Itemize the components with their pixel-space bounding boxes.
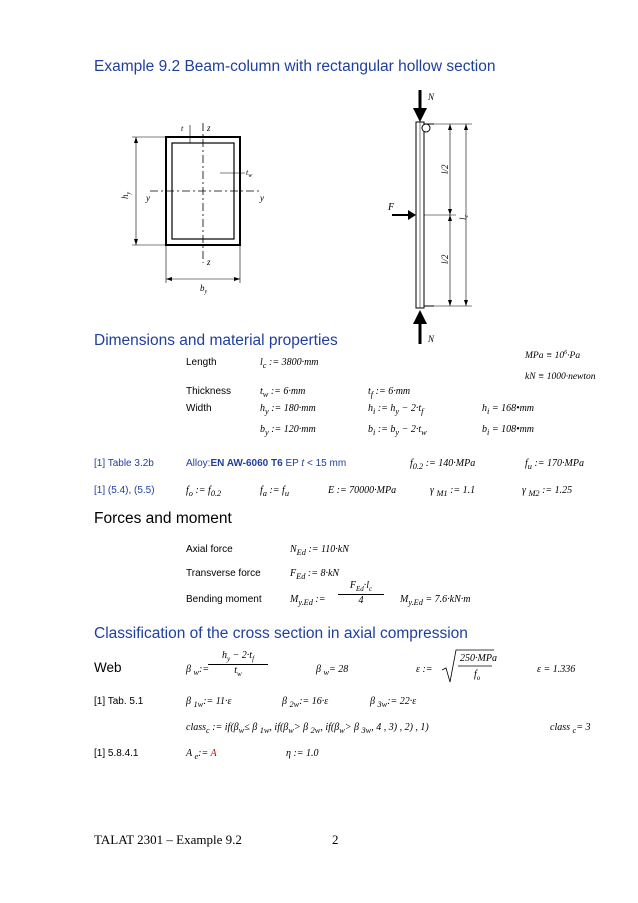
eps-result: ε = 1.336: [537, 664, 576, 675]
tf-expr: $t_f$ := 6·mm: [368, 386, 411, 399]
z-bottom-label: z: [207, 257, 211, 267]
f-label: F: [388, 202, 395, 213]
class-expr: class$_c$ := $if(\beta_w\le \beta$ $_{1w}$, $if(\beta_w> \beta$ $_{2w}$, $if(\beta_w> \beta$ $_{3w}$, 4 , 3) , 2) , 1): [186, 722, 429, 735]
width-label: Width: [186, 403, 212, 414]
length-label: Length: [186, 357, 217, 368]
l2-top-label: l/2: [440, 164, 450, 174]
fa-expr: $f_a$ := $f_u$: [260, 485, 289, 498]
l2-bottom-label: l/2: [440, 254, 450, 264]
hi-expr: $h_i$ := $h_y - 2\cdot t_f$: [368, 403, 424, 416]
n-top-label: N: [428, 92, 435, 102]
gm2-expr: γ $_{M2}$ := 1.25: [522, 485, 573, 498]
hi-result: $h_i$ = 168•mm: [482, 403, 535, 416]
tab-ref: [1] Tab. 5.1: [94, 696, 144, 707]
alloy-row: Alloy:EN AW-6060 T6 EP t < 15 mm: [186, 458, 347, 469]
bi-expr: $b_i$ := $b_y - 2\cdot t_w$: [368, 424, 427, 437]
transverse-label: Transverse force: [186, 568, 261, 579]
beta1-expr: β $_{1w}$:= 11·ε: [186, 696, 232, 709]
eta-expr: η := 1.0: [286, 748, 319, 759]
beam-column-figure: [378, 88, 478, 348]
footer-page: 2: [332, 832, 339, 847]
by-expr: $b_y$ := 120·mm: [260, 424, 316, 437]
lc-label: $l_c$: [458, 214, 470, 220]
bending-result: $M_{y.Ed} = 7.6\cdot kN\cdot m$: [400, 594, 471, 607]
axial-label: Axial force: [186, 544, 233, 555]
bending-fraction: $F_{Ed}\cdot l_c$ 4: [338, 580, 384, 606]
class-result: class $_c$= 3: [550, 722, 591, 735]
z-top-label: z: [207, 123, 211, 133]
f02-expr: $f_{0.2}$ := 140·MPa: [410, 458, 476, 471]
tw-label: $t_w$: [246, 168, 253, 179]
unit-mpa: MPa ≡ $10^6\cdot Pa$: [525, 350, 581, 362]
unit-kn: kN ≡ 1000·newton: [525, 372, 596, 382]
beta-w-result: β $_w$= 28: [316, 664, 349, 677]
dimensions-heading: Dimensions and material properties: [94, 332, 338, 349]
classification-heading: Classification of the cross section in axial compression: [94, 625, 468, 642]
footer-doc: TALAT 2301 – Example 9.2: [94, 832, 242, 847]
e-expr: E := 70000·MPa: [328, 485, 397, 496]
table-ref: [1] Table 3.2b: [94, 458, 154, 469]
fu-expr: $f_u$ := 170·MPa: [525, 458, 584, 471]
by-label: $b_y$: [200, 283, 208, 295]
eq-ref: [1] (5.4), (5.5): [94, 485, 155, 496]
transverse-expr: $F_{Ed}$ := 8·kN: [290, 568, 340, 581]
ae-expr: A $_e$:= A: [186, 748, 217, 761]
y-right-label: y: [260, 193, 264, 203]
eps-den: $f_o$: [474, 669, 481, 682]
axial-expr: $N_{Ed}$ := 110·kN: [290, 544, 349, 557]
beta-w-fraction: $h_y - 2\cdot t_f$ $t_w$: [208, 650, 268, 678]
forces-heading: Forces and moment: [94, 510, 232, 527]
tw-expr: $t_w$ := 6·mm: [260, 386, 306, 399]
bending-label: Bending moment: [186, 594, 262, 605]
web-label: Web: [94, 660, 122, 675]
t-label: t: [181, 124, 184, 133]
thickness-label: Thickness: [186, 386, 232, 397]
n-bottom-label: N: [428, 334, 435, 344]
ref-5841: [1] 5.8.4.1: [94, 748, 139, 759]
fo-expr: $f_o$ := $f_{0.2}$: [186, 485, 222, 498]
cross-section-figure: [120, 115, 290, 295]
page-title: Example 9.2 Beam-column with rectangular hollow section: [94, 58, 496, 75]
beta3-expr: β $_{3w}$:= 22·ε: [370, 696, 417, 709]
beta-w-expr: β $_w$:=: [186, 664, 210, 677]
hy-label: $h_y$: [120, 191, 132, 199]
gm1-expr: γ $_{M1}$ := 1.1: [430, 485, 476, 498]
y-left-label: y: [146, 193, 150, 203]
eps-num: 250·MPa: [460, 653, 497, 664]
length-expr: $l_c$ := 3800·mm: [260, 357, 319, 370]
bi-result: $b_i$ = 108•mm: [482, 424, 535, 437]
bending-expr: $M_{y.Ed}$ :=: [290, 594, 326, 607]
beta2-expr: β $_{2w}$:= 16·ε: [282, 696, 329, 709]
hy-expr: $h_y$ := 180·mm: [260, 403, 316, 416]
eps-expr: ε :=: [416, 664, 433, 675]
